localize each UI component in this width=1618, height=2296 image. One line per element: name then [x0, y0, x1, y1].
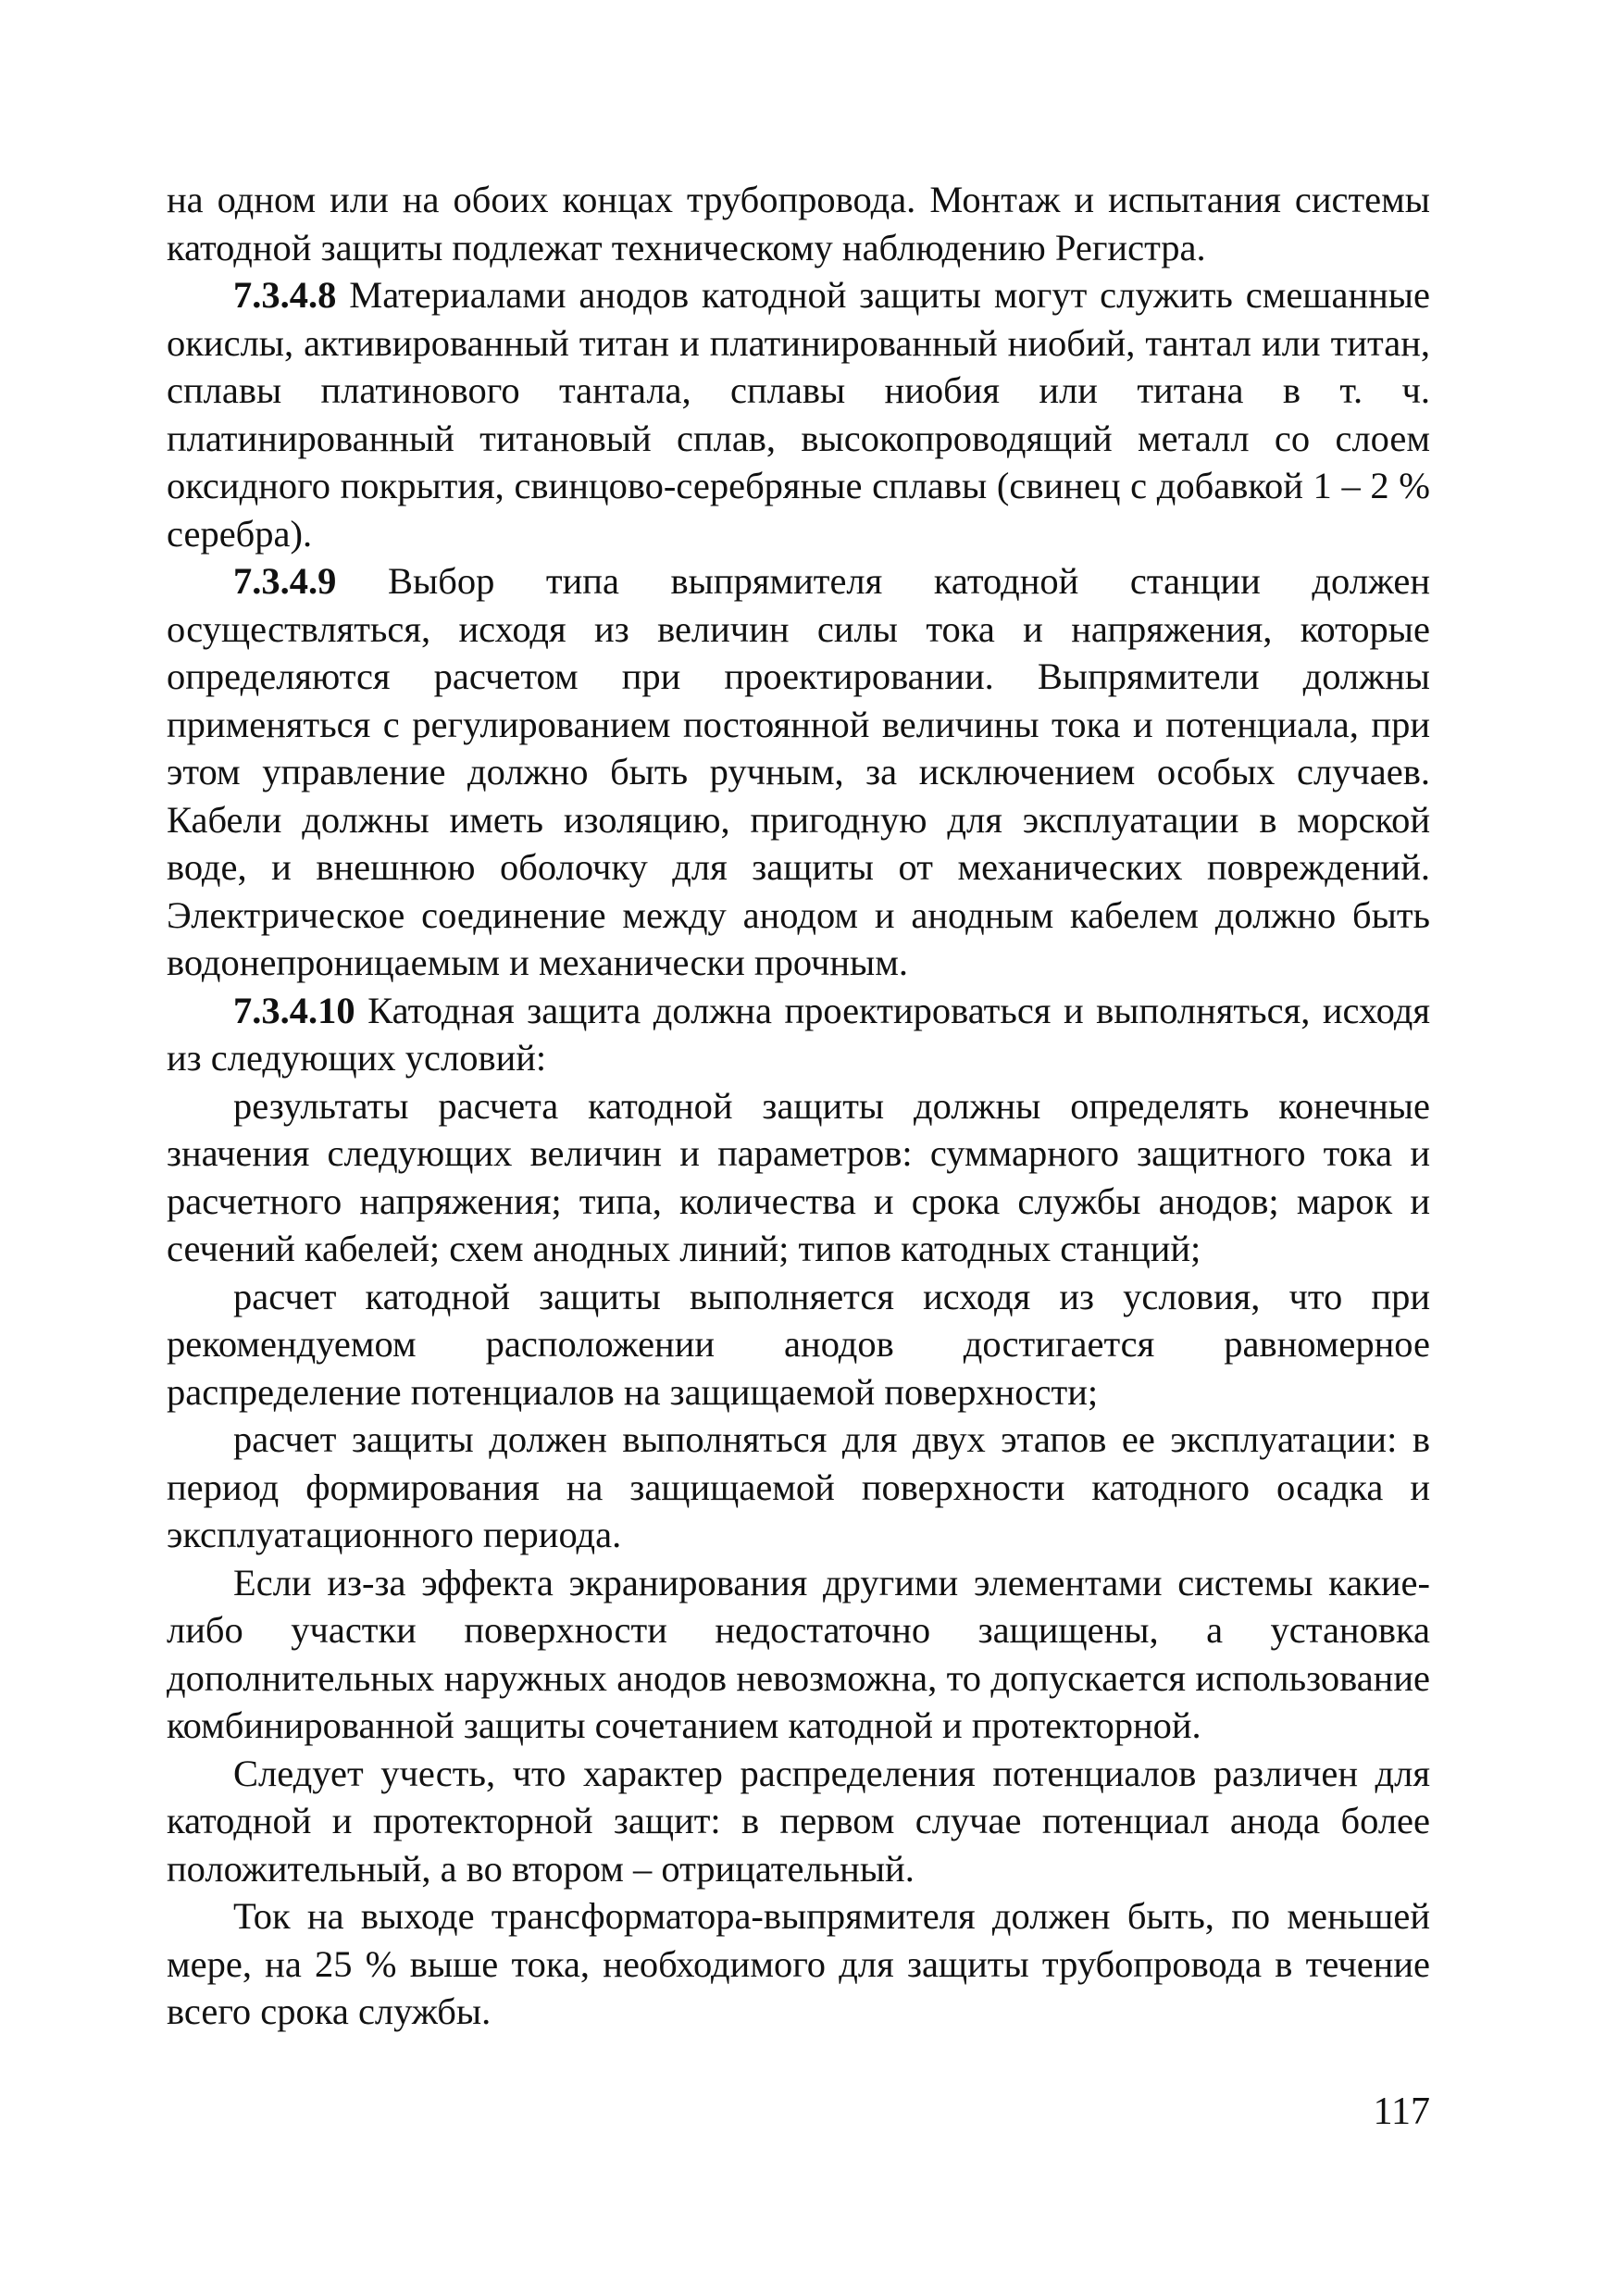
- calculation-results-paragraph: [167, 1082, 1430, 1273]
- paragraph-text: Выбор типа выпрямителя катодной станции должен осуществляться, исходя из величин силы тока и напряжения, которые определяются расчетом при проектировании. Выпрямители должны применяться с регулированием постоянной величины тока и потенциала, при этом управление должно быть ручным, за исключением особых случаев. Кабели должны иметь изоляцию, пригодную для эксплуатации в морской воде, и внешнюю оболочку для защиты от механических повреждений. Электрическое соединение между анодом и анодным кабелем должно быть водонепроницаемым и механически прочным.: [167, 560, 1430, 983]
- transformer-rectifier-paragraph: [167, 1892, 1430, 2036]
- section-number: 7.3.4.9: [233, 560, 337, 602]
- paragraph-7-3-4-9: [167, 557, 1430, 987]
- paragraph-text: результаты расчета катодной защиты должны определять конечные значения следующих величин и параметров: суммарного защитного тока и расчетного напряжения; типа, количества и срока службы анодов; марок и сечений кабелей; схем анодных линий; типов катодных станций;: [167, 1084, 1430, 1269]
- paragraph-text: расчет защиты должен выполняться для двух этапов ее эксплуатации: в период формирования на защищаемой поверхности катодного осадка и эксплуатационного периода.: [167, 1418, 1430, 1555]
- paragraph-text: Если из-за эффекта экранирования другими элементами системы какие-либо участки поверхности недостаточно защищены, а установка дополнительных наружных анодов невозможна, то допускается использование комбинированной защиты сочетанием катодной и протекторной.: [167, 1561, 1430, 1746]
- combined-protection-paragraph: [167, 1559, 1430, 1750]
- paragraph-text: Материалами анодов катодной защиты могут служить смешанные окислы, активированный титан и платинированный ниобий, тантал или титан, сплавы платинового тантала, сплавы ниобия или титана в т. ч. платинированный титановый сплав, высокопроводящий металл со слоем оксидного покрытия, свинцово-серебряные сплавы (свинец с добавкой 1 – 2 % серебра).: [167, 274, 1430, 555]
- calculation-condition-paragraph: [167, 1273, 1430, 1416]
- paragraph-text: Следует учесть, что характер распределения потенциалов различен для катодной и протекторной защит: в первом случае потенциал анода более положительный, а во втором – отрицательный.: [167, 1752, 1430, 1890]
- paragraph-text: Катодная защита должна проектироваться и выполняться, исходя из следующих условий:: [167, 989, 1430, 1079]
- paragraph-text: на одном или на обоих концах трубопровода. Монтаж и испытания системы катодной защиты подлежат техническому наблюдению Регистра.: [167, 179, 1430, 268]
- paragraph-7-3-4-10: [167, 987, 1430, 1082]
- paragraph-text: расчет катодной защиты выполняется исходя из условия, что при рекомендуемом расположении анодов достигается равномерное распределение потенциалов на защищаемой поверхности;: [167, 1275, 1430, 1413]
- section-number: 7.3.4.10: [233, 989, 355, 1031]
- section-number: 7.3.4.8: [233, 274, 337, 316]
- paragraph-7-3-4-8: [167, 271, 1430, 557]
- page-number: 117: [1373, 2090, 1430, 2133]
- potential-distribution-paragraph: [167, 1750, 1430, 1893]
- paragraph-text: Ток на выходе трансформатора-выпрямителя должен быть, по меньшей мере, на 25 % выше тока, необходимого для защиты трубопровода в течение всего срока службы.: [167, 1895, 1430, 2032]
- paragraph-continuation: [167, 176, 1430, 271]
- operation-stages-paragraph: [167, 1416, 1430, 1559]
- body-text: [167, 176, 1430, 2036]
